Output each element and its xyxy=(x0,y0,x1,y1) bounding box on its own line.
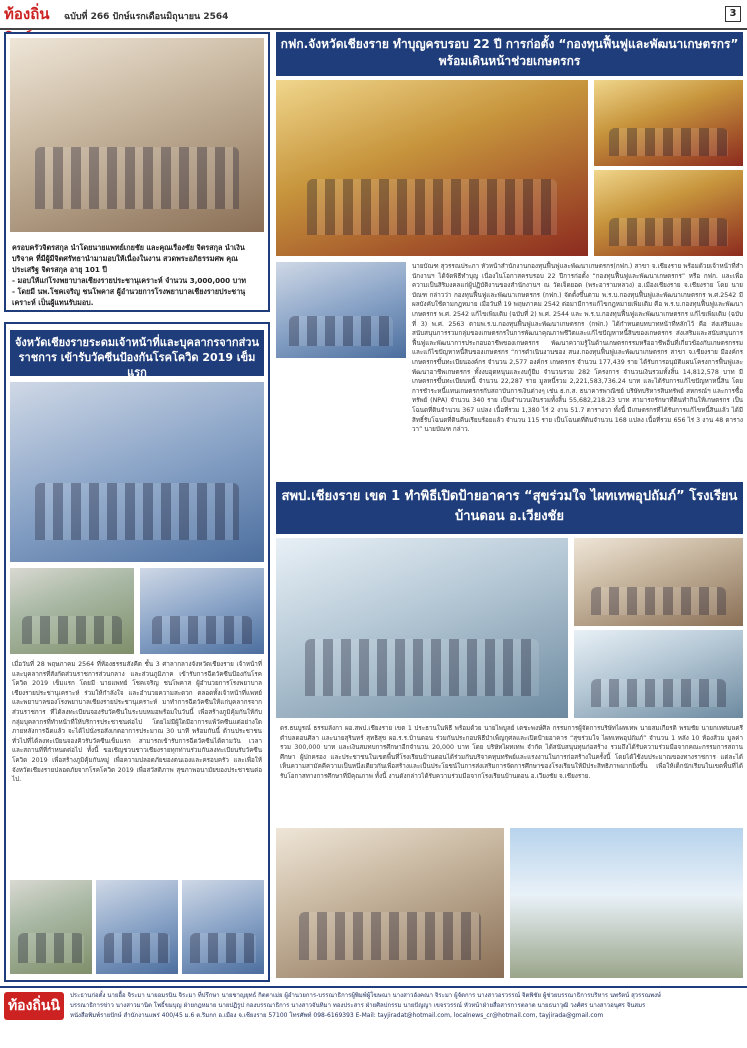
vaccine-photo-bottom-1 xyxy=(10,880,92,974)
vaccine-headline: จังหวัดเชียงรายระดมเจ้าหน้าที่และบุคลากรจากส่วนราชการ เข้ารับวัคซีนป้องกันโรคโควิด 2019 เข็มแรก xyxy=(10,330,264,376)
logo-text: ท้องถิ่น xyxy=(4,5,50,23)
donation-caption xyxy=(12,242,264,308)
school-photo-main xyxy=(276,538,568,718)
school-headline: สพป.เชียงราย เขต 1 ทำพิธีเปิดป้ายอาคาร “สุขร่วมใจ ไผทเทพอุปถัมภ์” โรงเรียนบ้านดอน อ.เวียงชัย xyxy=(276,482,743,534)
vaccine-photo-main xyxy=(10,382,264,562)
footer-credits xyxy=(70,991,742,1021)
fund-body: นายบัณฑ สุวรรณประภา หัวหน้าสำนักงานกองทุนฟื้นฟูและพัฒนาเกษตรกร(กฟก.) สาขา จ.เชียงราย พร้อมด้วยเจ้าหน้าที่สำนักงานฯ ได้จัดพิธีทำบุญ เนื่องในโอกาสครบรอบ 22 ปีการก่อตั้ง “กองทุนฟื้นฟูและพัฒนาเกษตรกร” หรือ กฟก. และเพื่อความเป็นสิริมงคลแก่ผู้ปฏิบัติงานของสำนักงานฯ ณ วัดเจ็ดยอด (พระอารามหลวง) อ.เมืองเชียงราย จ.เชียงราย โดย นายบัณฑ กล่าวว่า กองทุนฟื้นฟูและพัฒนาเกษตรกร (กฟก.) จัดตั้งขึ้นตาม พ.ร.บ.กองทุนฟื้นฟูและพัฒนาเกษตรกร พ.ศ.2542 มีผลบังคับใช้ตามกฎหมาย เมื่อวันที่ 19 พฤษภาคม 2542 ต่อมามีการแก้ไขกฎหมายเพิ่มเติม คือ พ.ร.บ.กองทุนฟื้นฟูและพัฒนาเกษตรกร พ.ศ. 2542 แก้ไขเพิ่มเติม (ฉบับที่ 2) พ.ศ. 2544 และ พ.ร.บ.กองทุนฟื้นฟูและพัฒนาเกษตรกร แก้ไขเพิ่มเติม (ฉบับที่ 3) พ.ศ. 2563 ตามพ.ร.บ.กองทุนฟื้นฟูและพัฒนาเกษตรกร (กฟก.) ได้กำหนดบทบาทหน้าที่หลักไว้ คือ ส่งเสริมและสนับสนุนการรวมกลุ่มของเกษตรกรในการพัฒนาคุณภาพชีวิตและแก้ไขปัญหาหนี้สินของเกษตรกร ส่งเสริมและสนับสนุนการฟื้นฟูและพัฒนาการประกอบอาชีพของเกษตรกร พัฒนาความรู้ในด้านเกษตรกรรมหรืออาชีพอื่นที่เกี่ยวข้องกับเกษตรกรรม และแก้ไขปัญหาหนี้สินของเกษตรกร “การดำเนินงานของ สนง.กองทุนฟื้นฟูและพัฒนาเกษตรกร สาขา จ.เชียงราย มีองค์กรเกษตรกรขึ้นทะเบียนองค์กร จำนวน 2,577 องค์กร เกษตรกร จำนวน 177,439 ราย ได้รับการอนุมัติแผนโครงการฟื้นฟูและพัฒนาอาชีพเกษตรกร ทั้งงบอุดหนุนและงบกู้ยืม จำนวนรวม 282 โครงการ จำนวนเงินรวมทั้งสิ้น 14,812,578 บาท มีเกษตรกรขึ้นทะเบียนหนี้ จำนวน 22,287 ราย มูลหนี้รวม 2,221,583,736.24 บาท และได้รับการแก้ไขปัญหาหนี้สิน โดยการชำระหนี้แทนเกษตรกรกับสถาบันการเงินต่างๆ เช่น ธ.ก.ส. ธนาคารพาณิชย์ บริษัทบริหารสินทรัพย์ สหกรณ์ฯ และการซื้อทรัพย์ (NPA) จำนวน 340 ราย เป็นจำนวนเงินรวมทั้งสิ้น 55,682,218.23 บาท สามารถรักษาที่ดินทำกินให้เกษตรกร เป็นโฉนดที่ดินจำนวน 367 แปลง เนื้อที่รวม 1,380 ไร่ 2 งาน 51.7 ตารางวา ทั้งนี้ มีเกษตรกรที่ได้รับการแก้ไขหนี้สินแล้ว ได้มีสิทธิ์รับโฉนดที่ดินคืนเรียบร้อยแล้ว จำนวน 115 ราย เป็นโฉนดที่ดินจำนวน 168 แปลง เนื้อที่รวม 656 ไร่ 3 งาน 48 ตารางวา” นายบัณฑ กล่าว. xyxy=(412,263,743,434)
page-header xyxy=(0,0,747,30)
story-donation xyxy=(4,32,270,312)
vaccine-photo-bottom-2 xyxy=(96,880,178,974)
story-vaccine xyxy=(4,322,270,982)
school-photo-side-1 xyxy=(574,538,743,626)
fund-photo-inset xyxy=(276,262,406,358)
fund-photo-main xyxy=(276,80,588,256)
fund-headline: กฟก.จังหวัดเชียงราย ทำบุญครบรอบ 22 ปี การก่อตั้ง “กองทุนฟื้นฟูและพัฒนาเกษตรกร” พร้อมเดินหน้าช่วยเกษตรกร xyxy=(276,32,743,76)
donation-photo xyxy=(10,38,264,232)
fund-photo-side-1 xyxy=(594,80,743,166)
school-body: ดร.ธนบูรณ์ ธรรมลังกา ผอ.สพป.เชียงราย เขต 1 ประธานในพิธี พร้อมด้วย นายไพบูลย์ เตชะพงษ์ศิล กรรมการผู้จัดการบริษัทไผทเทพ นายสมเกียรติ พรมชัย นายกเทศมนตรีตำบลดอนศิลา และนายสุรินทร์ สุทธิสุข ผอ.ร.ร.บ้านดอน ร่วมกันประกอบพิธีบำเพ็ญกุศลและเปิดป้ายอาคาร “สุขร่วมใจ ไผทเทพอุปถัมภ์” จำนวน 1 หลัง 10 ห้องส้วม มูลค่ารวม 300,000 บาท และเงินสมทบการศึกษาอีกจำนวน 20,000 บาท โดย บริษัทไผทเทพ จำกัด ได้สนับสนุนทุนก่อสร้าง รวมถึงได้รับความร่วมมือจากคณะกรรมการสถานศึกษา ผู้ปกครอง และประชาชนในเขตพื้นที่โรงเรียนบ้านดอนได้ร่วมกันบริจาคทุนทรัพย์และแรงงานในการก่อสร้างในครั้งนี้ โดยได้ใช้งบประมาณของทางราชการ แต่ละได้เห็นความสามัคคีความเป็นหนึ่งเดียวกันเพื่อสร้างและเป็นประโยชน์ในการส่งเสริมการจัดการศึกษาของโรงเรียนให้มีประสิทธิภาพมากยิ่งขึ้น เพื่อให้เด็กนักเรียนในเขตพื้นที่ได้รับโอกาสทางการศึกษาที่มีคุณภาพ ทั้งนี้ งานดังกล่าวได้รับความร่วมมือจากโรงเรียนบ้านดอน อ.เวียงชัย จ.เชียงราย. xyxy=(280,725,743,780)
footer-line-1: ประธานก่อตั้ง นายอื้อ จิระมา นายอมรนิน จิระมา ที่ปรึกษา นายชาญยุทธ์ กิตตาเม่ย ผู้อำนวยการ-บรรณาธิการผู้พิมพ์ผู้โฆษณา นางสาวอังคณา จิระมา ผู้จัดการ นางสาวอรวรรณ์ จิตพิชัย ผู้ช่วยบรรณาธิการบริหาร นพรัตน์ สุวรรณพงษ์ xyxy=(70,992,662,999)
donation-caption-line-3: - โดยมี นพ.โชคเจริญ ชนโพคาส ผู้อำนวยการโรงพยาบาลเชียงรายประชานุเคราะห์ เป็นผู้แทนรับมอบ. xyxy=(12,287,246,307)
school-photo-side-2 xyxy=(574,630,743,718)
page-number: 3 xyxy=(725,6,741,22)
newspaper-logo xyxy=(4,2,58,26)
vaccine-photo-small-2 xyxy=(140,568,264,654)
vaccine-photo-small-1 xyxy=(10,568,134,654)
left-column xyxy=(4,32,270,982)
vaccine-photo-bottom-3 xyxy=(182,880,264,974)
right-column xyxy=(276,32,743,982)
donation-caption-line-2: - มอบให้แก่โรงพยาบาลเชียงรายประชานุเคราะห์ จำนวน 3,000,000 บาท xyxy=(12,276,247,285)
fund-photo-side-2 xyxy=(594,170,743,256)
page-footer xyxy=(0,986,747,1042)
footer-logo: ท้องถิ่นนิวส์ xyxy=(4,992,64,1020)
footer-line-2: บรรณาธิการข่าว นางสาวมานิต โพธิ์ขมบุญ ฝ่ายกฎหมาย นายปฏิรูป กองบรรณาธิการ นางสาวจันทิมา ทองประสาร ฝ่ายศิลปกรรม นายปัญญา เขจรวรรณ์ หัวหน้าฝ่ายสื่อสารการตลาด นายธนาวุฒิ วงศ์ศร นางสาวอนุศร จินสมร xyxy=(70,1002,646,1009)
donation-caption-line-1: ครอบครัวจิตรสกุล นำโดยนายแพทย์เกยชัย และคุณเรืองชัย จิตรสกุล นำเงินบริจาค ที่มีผู้มีจิตศรัทธานำมามอบให้เนื่องในงาน สวดพระอภิธรรมศพ คุณประเสริฐ จิตรสกุล อายุ 101 ปี xyxy=(12,243,245,274)
footer-line-3: หนังสือพิมพ์รายปักษ์ สำนักงานแพร่ 400/45 ม.6 ต.ริมกก อ.เมือง จ.เชียงราย 57100 โทรศัพท์ 098-6169393 E-Mail: tayjiradat@hotmail.com, localnews_cr@hotmail.com, tayjirada@gmail.com xyxy=(70,1012,604,1019)
school-photo-bottom-1 xyxy=(276,828,504,978)
school-photo-bottom-2 xyxy=(510,828,743,978)
vaccine-body: เมื่อวันที่ 28 พฤษภาคม 2564 ที่ห้องธรรมสังคีต ชั้น 3 ศาลากลางจังหวัดเชียงราย เจ้าหน้าที่และบุคลากรที่สังกัดส่วนราชการส่วนกลาง และส่วนภูมิภาค เข้ารับการฉีดวัคซีนป้องกันโรคโควิด 2019 เข็มแรก โดยมี นายแพทย์ โชคเจริญ ชนโพคาส ผู้อำนวยการโรงพยาบาลเชียงรายประชานุเคราะห์ ร่วมให้กำลังใจ และอำนวยความสะดวก ตลอดทั้งเจ้าหน้าที่แพทย์และพยาบาลของโรงพยาบาลเชียงรายประชานุเคราะห์ มาทำการฉีดวัคซีนให้แก่บุคลากรจากส่วนราชการ ที่ได้ลงทะเบียนจองรับวัคซีนในระบบหมอพร้อมในวันนี้ เพื่อสร้างภูมิคุ้มกันให้กับกลุ่มบุคลากรที่ทำหน้าที่ให้บริการประชาชนต่อไป โดยไม่มีผู้ใดมีอาการแพ้วัคซีนแต่อย่างใด ภายหลังการฉีดแล้ว จะได้ไปนั่งรอสังเกตอาการประมาณ 30 นาที พร้อมกันนี้ ด้านประชาชนทั่วไปที่ได้ลงทะเบียนจองคิวรับวัคซีนเข็มแรก สามารถเข้ารับการฉีดวัคซีนได้ตามวัน เวลา และสถานที่ที่กำหนดต่อไป ทั้งนี้ ขอเชิญชวนชาวเชียงรายทุกท่านร่วมกันลงทะเบียนรับวัคซีนโควิด 2019 เพื่อสร้างภูมิคุ้มกันหมู่ เพื่อความปลอดภัยของตนเองและครอบครัว และเพื่อให้จังหวัดเชียงรายปลอดภัยจากโรคโควิด 2019 เพื่อสวัสดิภาพ สุขภาพอนามัยของประชาชนต่อไป. xyxy=(12,661,262,784)
issue-line: ฉบับที่ 266 ปักษ์แรกเดือนมิถุนายน 2564 xyxy=(64,12,229,22)
